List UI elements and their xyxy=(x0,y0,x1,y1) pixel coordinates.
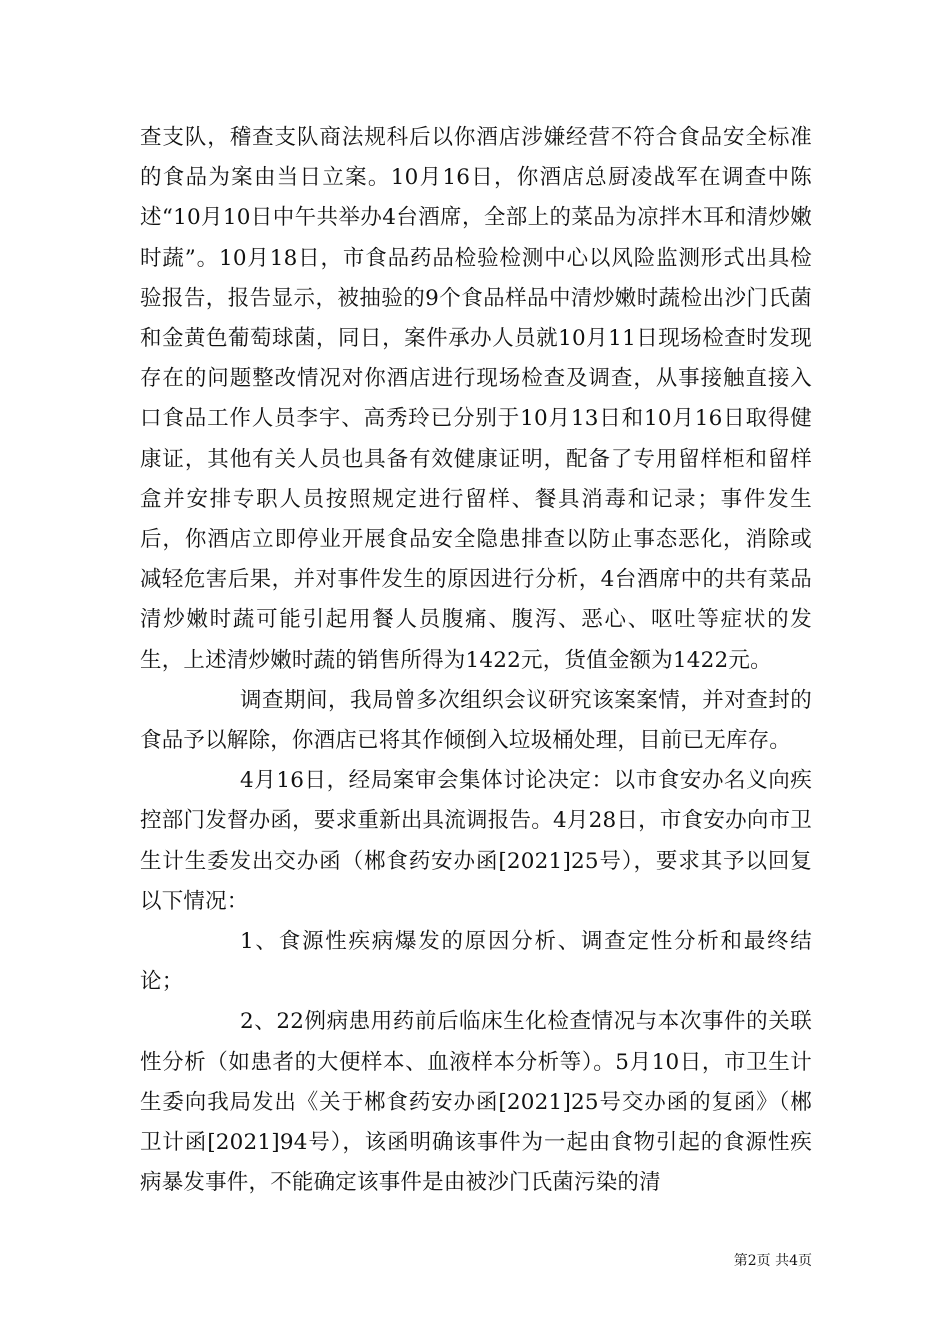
paragraph-2: 调查期间，我局曾多次组织会议研究该案案情，并对查封的食品予以解除，你酒店已将其作倾倒入垃圾桶处理，目前已无库存。 xyxy=(140,687,812,754)
paragraph-1: 查支队，稽查支队商法规科后以你酒店涉嫌经营不符合食品安全标准的食品为案由当日立案。10月16日，你酒店总厨凌战军在调查中陈述“10月10日中午共举办4台酒席，全部上的菜品为凉拌木耳和清炒嫩时蔬”。10月18日，市食品药品检验检测中心以风险监测形式出具检验报告，报告显示，被抽验的9个食品样品中清炒嫩时蔬检出沙门氏菌和金黄色葡萄球菌，同日，案件承办人员就10月11日现场检查时发现存在的问题整改情况对你酒店进行现场检查及调查，从事接触直接入口食品工作人员李宇、高秀玲已分别于10月13日和10月16日取得健康证，其他有关人员也具备有效健康证明，配备了专用留样柜和留样盒并安排专职人员按照规定进行留样、餐具消毒和记录；事件发生后，你酒店立即停业开展食品安全隐患排查以防止事态恶化，消除或减轻危害后果，并对事件发生的原因进行分析，4台酒席中的共有菜品清炒嫩时蔬可能引起用餐人员腹痛、腹泻、恶心、呕吐等症状的发生，上述清炒嫩时蔬的销售所得为1422元，货值金额为1422元。 xyxy=(140,125,812,673)
page-number-footer: 第2页 共4页 xyxy=(733,1253,812,1269)
paragraph-3: 4月16日，经局案审会集体讨论决定：以市食安办名义向疾控部门发督办函，要求重新出具流调报告。4月28日，市食安办向市卫生计生委发出交办函（郴食药安办函[2021]25号），要求其予以回复以下情况： xyxy=(140,768,812,914)
paragraph-4: 1、食源性疾病爆发的原因分析、调查定性分析和最终结论； xyxy=(140,929,812,995)
document-body xyxy=(140,118,812,1203)
paragraph-5: 2、22例病患用药前后临床生化检查情况与本次事件的关联性分析（如患者的大便样本、血液样本分析等）。5月10日，市卫生计生委向我局发出《关于郴食药安办函[2021]25号交办函的复函》（郴卫计函[2021]94号），该函明确该事件为一起由食物引起的食源性疾病暴发事件，不能确定该事件是由被沙门氏菌污染的清 xyxy=(140,1009,812,1196)
